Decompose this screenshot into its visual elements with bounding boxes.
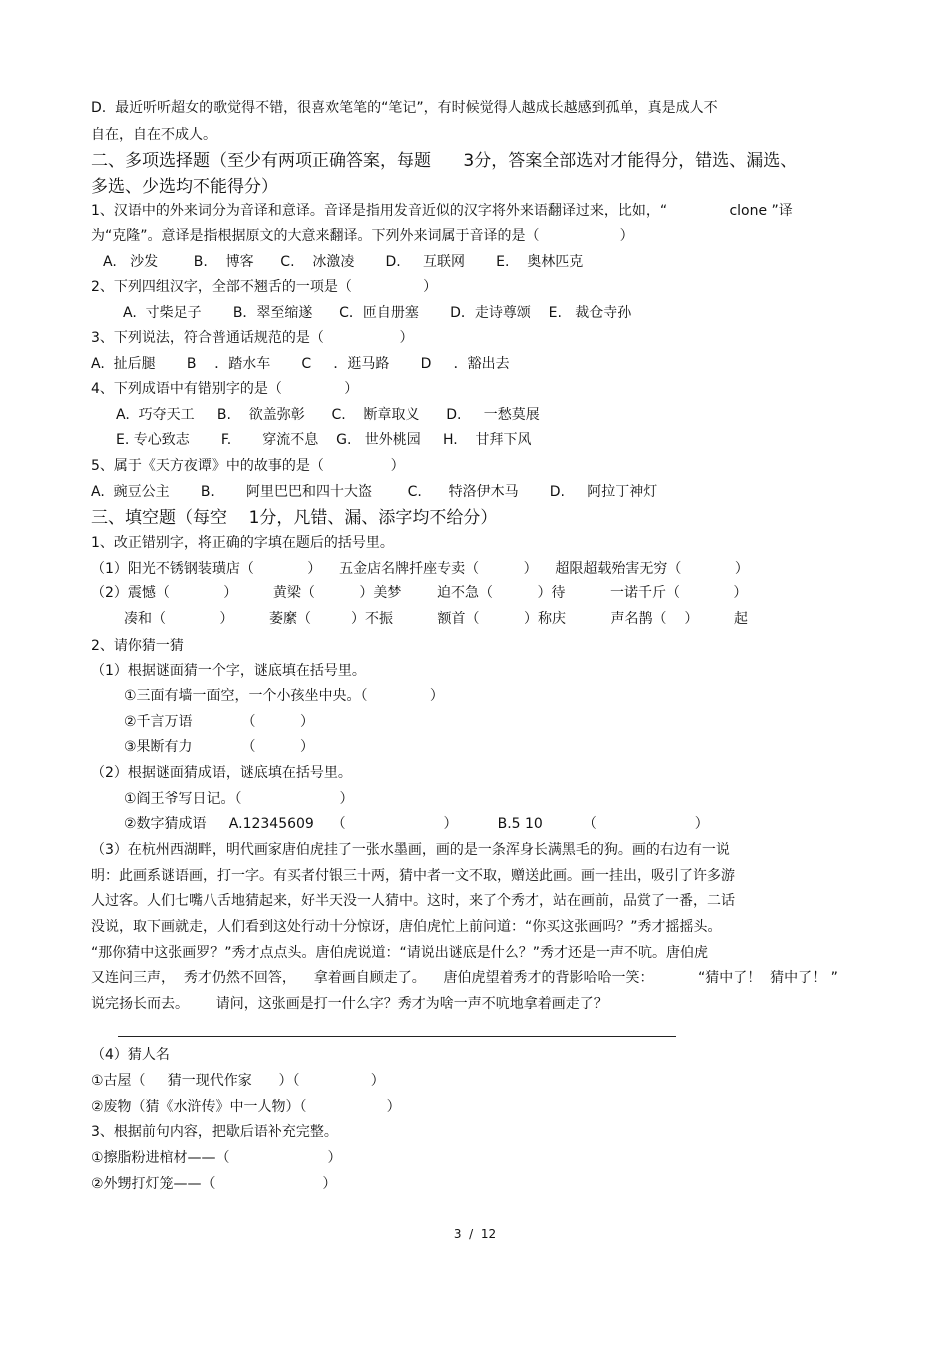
question-text: 2、请你猜一猜 <box>91 638 184 654</box>
question-text: 3、根据前句内容，把歇后语补充完整。 <box>91 1124 338 1140</box>
question-text: 5、属于《天方夜谭》中的故事的是（ ） <box>91 458 405 474</box>
text-line: D. 最近听听超女的歌觉得不错，很喜欢笔笔的“笔记”，有时候觉得人越成长越感到孤单，真是成人不 <box>91 100 718 116</box>
text-line: 自在，自在不成人。 <box>91 127 217 143</box>
question-text: 为“克隆”。意译是指根据原文的大意来翻译。下列外来词属于音译的是（ ） <box>91 228 634 244</box>
answer-options: A. 豌豆公主 B. 阿里巴巴和四十大盗 C. 特洛伊木马 D. 阿拉丁神灯 <box>91 484 658 500</box>
section-heading: 三、填空题（每空 1分，凡错、漏、添字均不给分） <box>91 508 498 528</box>
question-text: （2）根据谜面猜成语，谜底填在括号里。 <box>91 765 352 781</box>
paragraph-line: （3）在杭州西湖畔，明代画家唐伯虎挂了一张水墨画，画的是一条浑身长满黑毛的狗。画的右边有一说 <box>91 842 730 858</box>
answer-options: E. 专心致志 F. 穿流不息 G. 世外桃园 H. 甘拜下风 <box>116 432 532 448</box>
answer-options: A. 沙发 B. 博客 C. 冰激凌 D. 互联网 E. 奥林匹克 <box>103 254 584 270</box>
question-text: ①擦脂粉进棺材——（ ） <box>91 1150 342 1166</box>
question-text: （1）根据谜面猜一个字，谜底填在括号里。 <box>91 663 366 679</box>
paragraph-line: 说完扬长而去。 请问，这张画是打一什么字？秀才为啥一声不吭地拿着画走了？ <box>91 996 608 1012</box>
question-text: ②外甥打灯笼——（ ） <box>91 1176 337 1192</box>
answer-options: A. 扯后腿 B ．踏水车 C ．逛马路 D ．豁出去 <box>91 356 510 372</box>
paragraph-line: 又连问三声， 秀才仍然不回答， 拿着画自顾走了。 唐伯虎望着秀才的背影哈哈一笑： “猜中了！ 猜中了！ ” <box>91 970 838 986</box>
answer-options: A. 巧夺天工 B. 欲盖弥彰 C. 断章取义 D. 一愁莫展 <box>116 407 540 423</box>
question-text: ②废物（猜《水浒传》中一人物）（ ） <box>91 1099 401 1115</box>
question-text: （4）猜人名 <box>91 1047 170 1063</box>
question-text: 凑和（ ） 萎縻（ ）不振 额首（ ）称庆 声名鹊（ ） 起 <box>124 611 748 627</box>
answer-options: A. 寸柴足子 B．翠至缩遂 C．匝自册塞 D．走诗尊颂 E. 裁仓寺孙 <box>123 305 632 321</box>
paragraph-line: 人过客。人们七嘴八舌地猜起来，好半天没一人猜中。这时，来了个秀才，站在画前，品赏了一番，二话 <box>91 893 735 909</box>
question-text: ①古屋（ 猜一现代作家 ）（ ） <box>91 1073 385 1089</box>
paragraph-line: “那你猜中这张画罗？”秀才点点头。唐伯虎说道：“请说出谜底是什么？”秀才还是一声不吭。唐伯虎 <box>91 945 709 961</box>
question-text: 1、汉语中的外来词分为音译和意译。音译是指用发音近似的汉字将外来语翻译过来，比如，“ clone ”译 <box>91 203 793 219</box>
question-text: ①阎王爷写日记。（ ） <box>124 791 354 807</box>
question-text: ②千言万语 （ ） <box>124 714 315 730</box>
question-text: 3、下列说法，符合普通话规范的是（ ） <box>91 330 414 346</box>
paragraph-line: 明：此画系谜语画，打一字。有买者付银三十两，猜中者一文不取，赠送此画。画一挂出，吸引了许多游 <box>91 868 735 884</box>
section-heading: 二、多项选择题（至少有两项正确答案，每题 3分，答案全部选对才能得分，错选、漏选、 <box>91 151 798 171</box>
page-number: 3 / 12 <box>453 1227 497 1241</box>
question-text: ①三面有墙一面空，一个小孩坐中央。（ ） <box>124 688 444 704</box>
answer-line <box>118 1036 676 1037</box>
question-text: ②数字猜成语 A.12345609 （ ） B.5 10 （ ） <box>124 816 709 832</box>
section-heading: 多选、少选均不能得分） <box>91 177 278 197</box>
question-text: 1、改正错别字，将正确的字填在题后的括号里。 <box>91 535 394 551</box>
question-text: 2、下列四组汉字，全部不翘舌的一项是（ ） <box>91 279 438 295</box>
paragraph-line: 没说，取下画就走，人们看到这处行动十分惊讶，唐伯虎忙上前问道：“你买这张画吗？”秀才摇摇头。 <box>91 919 722 935</box>
question-text: （1）阳光不锈钢装璜店（ ） 五金店名牌扦座专卖（ ） 超限超载殆害无穷（ ） <box>91 561 749 577</box>
question-text: 4、下列成语中有错别字的是（ ） <box>91 381 359 397</box>
question-text: ③果断有力 （ ） <box>124 739 315 755</box>
question-text: （2）震憾（ ） 黄梁（ ）美梦 迫不急（ ）待 一诺千斤（ ） <box>91 585 748 601</box>
